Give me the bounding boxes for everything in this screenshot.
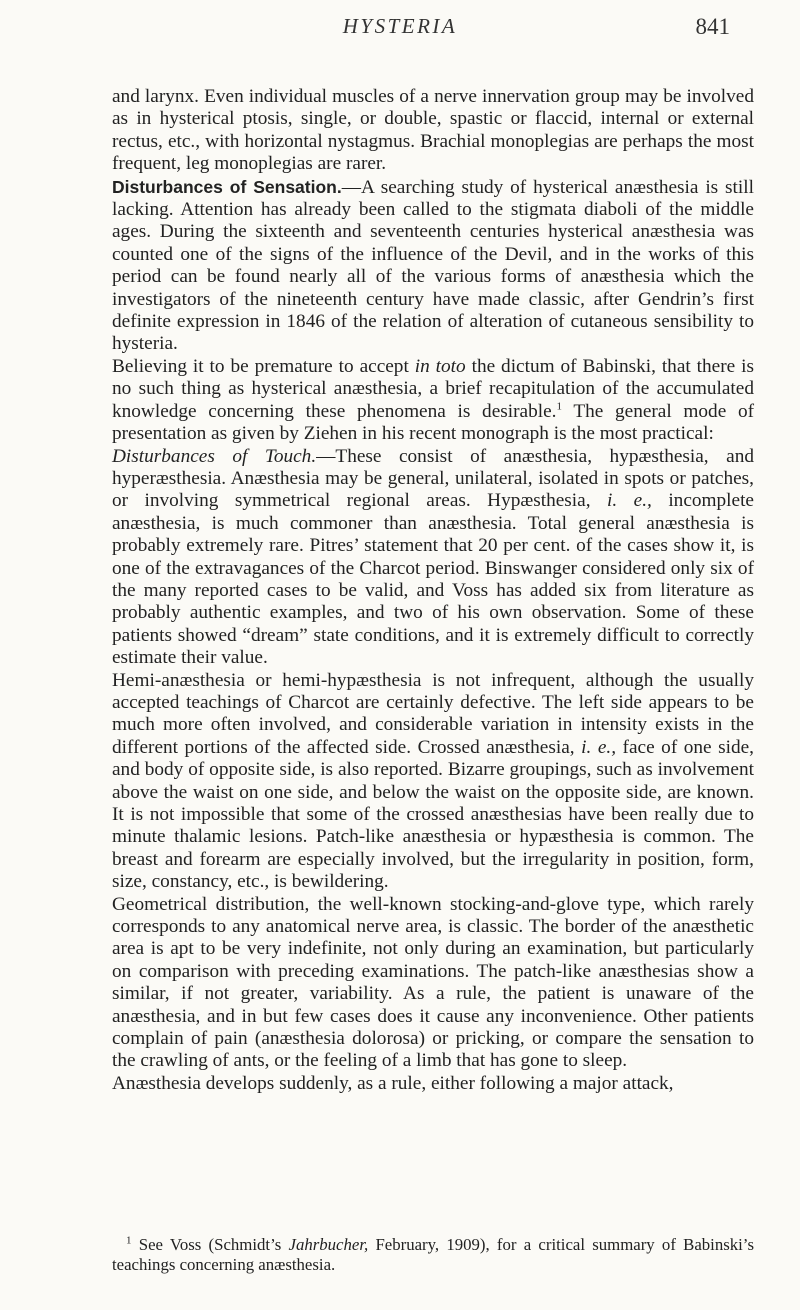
footnote [112, 1235, 754, 1275]
footnote-marker: 1 [126, 1234, 132, 1247]
journal-title: Jahrbucher, [288, 1235, 369, 1254]
body-text [112, 86, 754, 1095]
footnote-text [112, 1235, 754, 1275]
italic-phrase: i. e., [607, 490, 652, 512]
paragraph-babinski [112, 356, 754, 446]
paragraph-text: —These consist of anæsthesia, hypæsthesia, and hyperæsthesia. Anæsthesia may be general, unilateral, isolated in spots or patches, or involving symmetrical regional areas. Hypæsthesia, [112, 445, 754, 512]
paragraph-geometrical-distribution: Geometrical distribution, the well-known stocking-and-glove type, which rarely corresponds to any anatomical nerve area, is classic. The border of the anæsthetic area is apt to be very indefinite, not only during an examination, but particularly on comparison with preceding examinations. The patch-like anæsthesias show a similar, if not greater, variability. As a rule, the patient is unaware of the anæsthesia, and in but few cases does it cause any inconvenience. Other patients complain of pain (anæsthesia dolorosa) or pricking, or compare the sensation to the crawling of ants, or the feeling of a limb that has gone to sleep. [112, 893, 754, 1072]
paragraph-hemi-anaesthesia [112, 670, 754, 894]
paragraph-text: The general mode of presentation as given by Ziehen in his recent monograph is the most practical: [112, 400, 755, 445]
paragraph-larynx: and larynx. Even individual muscles of a nerve innervation group may be involved as in hysterical ptosis, single, or double, spastic or flaccid, internal or external rectus, etc., with horizontal nystagmus. Brachial monoplegias are perhaps the most frequent, leg monoplegias are rarer. [112, 86, 754, 175]
paragraph-disturbances-of-touch [112, 446, 754, 670]
paragraph-text: —A searching study of hysterical anæsthesia is still lacking. Attention has already been called to the stigmata diaboli of the middle ages. During the sixteenth and seventeenth centuries hysterical anæsthesia was counted one of the signs of the influence of the Devil, and in the works of this period can be found nearly all of the various forms of anæsthesia which the investigators of the nineteenth century have made classic, after Gendrin’s first definite expression in 1846 of the relation of alteration of cutaneous sensibility to hysteria. [112, 176, 754, 355]
paragraph-anaesthesia-develops: Anæsthesia develops suddenly, as a rule, either following a major attack, [112, 1072, 674, 1094]
paragraph-text: incomplete anæsthesia, is much commoner than anæsthesia. Total general anæsthesia is probably extremely rare. Pitres’ statement that 20 per cent. of the cases show it, is one of the extravagances of the Charcot period. Binswanger considered only six of the many reported cases to be valid, and Voss has added six from literature as probably authentic examples, and two of his own observation. Some of these patients showed “dream” state conditions, and it is extremely difficult to correctly estimate their value. [112, 490, 754, 669]
footnote-text-part: See Voss (Schmidt’s [131, 1235, 289, 1254]
italic-phrase: in toto [414, 355, 466, 377]
running-head [0, 14, 800, 54]
paragraph-text: the dictum of Babinski, that there is no such thing as hysterical anæsthesia, a brief recapitulation of the accumulated knowledge concerning these phenomena is desirable. [112, 355, 754, 422]
section-heading-disturbances-of-sensation: Disturbances of Sensation. [112, 176, 342, 197]
paragraph-disturbances-of-sensation [112, 176, 754, 356]
subsection-heading-disturbances-of-touch: Disturbances of Touch. [112, 445, 317, 467]
paragraph-text: face of one side, and body of opposite side, is also reported. Bizarre groupings, such as involvement above the waist on one side, and below the waist on the opposite side, are known. It is not impossible that some of the crossed anæsthesias have been really due to minute thalamic lesions. Patch-like anæsthesia or hypæsthesia is common. The breast and forearm are especially involved, but the irregularity in position, form, size, constancy, etc., is bewildering. [112, 736, 754, 893]
footnote-text-part: February, 1909), for a critical summary of Babinski’s teachings concerning anæsthesia. [112, 1235, 754, 1274]
paragraph-text: Hemi-anæsthesia or hemi-hypæsthesia is not infrequent, although the usually accepted teachings of Charcot are certainly defective. The left side appears to be much more often involved, and considerable variation in intensity exists in the different portions of the affected side. Crossed anæsthesia, [112, 669, 754, 758]
footnote-reference: 1 [556, 400, 562, 413]
italic-phrase: i. e., [581, 736, 617, 758]
running-title: HYSTERIA [342, 14, 458, 38]
paragraph-text: Believing it to be premature to accept [112, 355, 415, 377]
page-number: 841 [695, 14, 730, 39]
